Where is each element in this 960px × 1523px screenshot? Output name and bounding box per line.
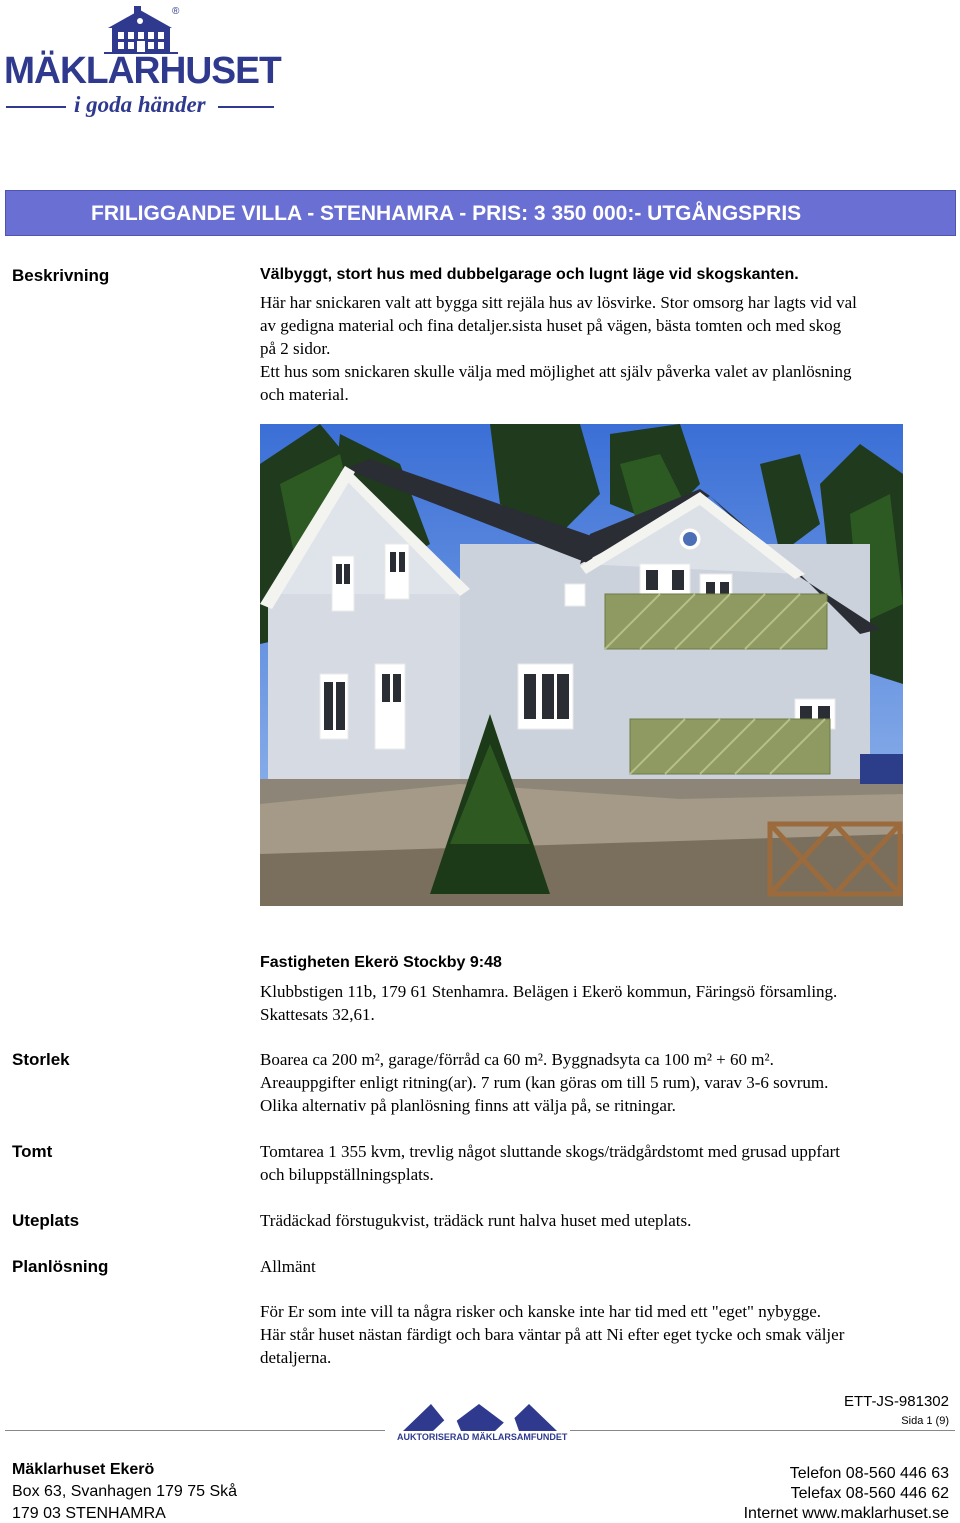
description-line: och material. (260, 385, 349, 404)
association-badge (395, 1402, 568, 1444)
page-title: FRILIGGANDE VILLA - STENHAMRA - PRIS: 3 350 000:- UTGÅNGSPRIS (91, 202, 802, 225)
general-line: detaljerna. (260, 1348, 332, 1367)
layout-label: Planlösning (12, 1257, 109, 1276)
house-photo (260, 424, 903, 906)
brand-name: MÄKLARHUSET (4, 50, 281, 92)
mountains-logo-icon (395, 1402, 565, 1432)
office-address: Box 63, Svanhagen 179 75 Skå (12, 1483, 238, 1500)
page-number: Sida 1 (9) (901, 1415, 949, 1427)
plot-line: och biluppställningsplats. (260, 1165, 434, 1184)
size-line: Areauppgifter enligt ritning(ar). 7 rum (kan göras om till 5 rum), varav 3-6 sovrum. (260, 1073, 829, 1092)
website-link[interactable]: Internet www.maklarhuset.se (743, 1505, 949, 1522)
brand-tagline-rule-left (6, 106, 66, 108)
patio-label: Uteplats (12, 1211, 80, 1230)
office-name: Mäklarhuset Ekerö (12, 1461, 155, 1478)
general-line: För Er som inte vill ta några risker och kanske inte har tid med ett "eget" nybygge. (260, 1302, 822, 1321)
description-line: Här har snickaren valt att bygga sitt rejäla hus av lösvirke. Stor omsorg har lagts vid val (260, 293, 857, 312)
size-line: Boarea ca 200 m², garage/förråd ca 60 m². Byggnadsyta ca 100 m² + 60 m². (260, 1050, 774, 1069)
property-tax: Skattesats 32,61. (260, 1005, 375, 1024)
description-line: av gedigna material och fina detaljer.sista huset på vägen, bästa tomten och med skog (260, 316, 842, 335)
reference-number: ETT-JS-981302 (843, 1393, 949, 1410)
general-line: Här står huset nästan färdigt och bara väntar på att Ni efter eget tycke och smak väljer (260, 1325, 845, 1344)
footer-divider-left (5, 1430, 385, 1431)
plot-label: Tomt (12, 1142, 53, 1161)
description-headline: Välbyggt, stort hus med dubbelgarage och lugnt läge vid skogskanten. (260, 266, 799, 283)
layout-subheading: Allmänt (260, 1257, 316, 1276)
description-line: Ett hus som snickaren skulle välja med möjlighet att själv påverka valet av planlösning (260, 362, 852, 381)
plot-line: Tomtarea 1 355 kvm, trevlig något sluttande skogs/trädgårdstomt med grusad uppfart (260, 1142, 840, 1161)
brand-tagline: i goda händer (74, 92, 206, 117)
property-heading: Fastigheten Ekerö Stockby 9:48 (260, 954, 502, 971)
fax-number: Telefax 08-560 446 62 (790, 1485, 949, 1502)
office-postal: 179 03 STENHAMRA (12, 1505, 166, 1522)
patio-text: Trädäckad förstugukvist, trädäck runt halva huset med uteplats. (260, 1211, 692, 1230)
size-line: Olika alternativ på planlösning finns att välja på, se ritningar. (260, 1096, 676, 1115)
footer-divider-right (570, 1430, 955, 1431)
property-address: Klubbstigen 11b, 179 61 Stenhamra. Belägen i Ekerö kommun, Färingsö församling. (260, 982, 838, 1001)
description-label: Beskrivning (12, 266, 110, 285)
maklarhuset-logo[interactable] (4, 6, 281, 124)
description-line: på 2 sidor. (260, 339, 331, 358)
brand-tagline-rule-right (218, 106, 274, 108)
description-text (260, 291, 857, 406)
registered-mark: ® (172, 6, 180, 17)
association-badge-text: AUKTORISERAD MÄKLARSAMFUNDET (397, 1432, 568, 1442)
phone-number: Telefon 08-560 446 63 (789, 1465, 949, 1482)
size-label: Storlek (12, 1050, 70, 1069)
